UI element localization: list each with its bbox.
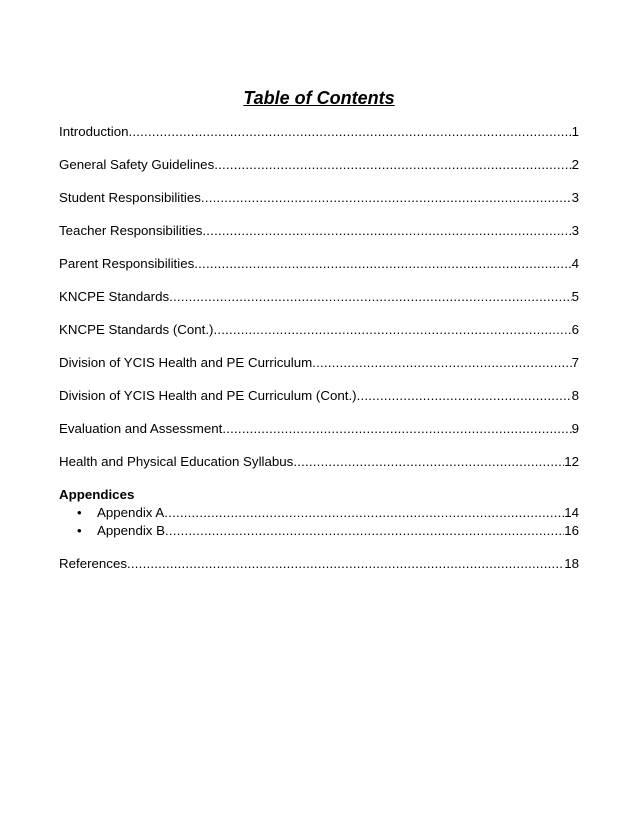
dot-leader <box>202 222 571 240</box>
toc-entry-page: 5 <box>571 289 579 304</box>
toc-entry-label: Evaluation and Assessment <box>59 421 223 436</box>
appendices-heading: Appendices <box>59 487 135 502</box>
toc-entry-page: 8 <box>571 388 579 403</box>
dot-leader <box>213 321 571 339</box>
bullet-icon: • <box>77 523 82 538</box>
toc-entry-appendix-a <box>59 504 579 522</box>
toc-entry-page: 16 <box>564 523 579 538</box>
toc-entry-label: Appendix B <box>97 523 166 538</box>
toc-entry-division-curriculum-cont <box>59 387 579 405</box>
toc-entry-label: Student Responsibilities <box>59 190 201 205</box>
dot-leader <box>293 453 564 471</box>
toc-entry-label: Division of YCIS Health and PE Curriculum <box>59 355 313 370</box>
toc-entry-page: 18 <box>564 556 579 571</box>
toc-entry-references <box>59 555 579 573</box>
dot-leader <box>201 189 572 207</box>
toc-entry-page: 6 <box>571 322 579 337</box>
dot-leader <box>164 504 564 522</box>
toc-entry-label: Appendix A <box>97 505 165 520</box>
toc-entry-kncpe-standards-cont <box>59 321 579 339</box>
toc-entry-page: 7 <box>571 355 579 370</box>
toc-entry-label: Parent Responsibilities <box>59 256 195 271</box>
toc-entry-teacher-responsibilities <box>59 222 579 240</box>
toc-entry-page: 4 <box>571 256 579 271</box>
toc-entry-label: KNCPE Standards <box>59 289 170 304</box>
dot-leader <box>127 555 564 573</box>
toc-entry-evaluation-assessment <box>59 420 579 438</box>
toc-entry-label: References <box>59 556 127 571</box>
toc-entry-page: 14 <box>564 505 579 520</box>
toc-entry-page: 2 <box>571 157 579 172</box>
toc-entry-general-safety <box>59 156 579 174</box>
toc-entry-page: 12 <box>564 454 579 469</box>
toc-entry-page: 9 <box>571 421 579 436</box>
toc-entry-label: KNCPE Standards (Cont.) <box>59 322 214 337</box>
toc-entry-appendix-b <box>59 522 579 540</box>
toc-entry-syllabus <box>59 453 579 471</box>
dot-leader <box>194 255 571 273</box>
toc-entry-page: 3 <box>571 223 579 238</box>
toc-entry-page: 3 <box>571 190 579 205</box>
dot-leader <box>222 420 571 438</box>
dot-leader <box>165 522 564 540</box>
toc-entry-kncpe-standards <box>59 288 579 306</box>
dot-leader <box>357 387 572 405</box>
dot-leader <box>312 354 571 372</box>
toc-entry-label: Introduction <box>59 124 129 139</box>
toc-entry-label: Teacher Responsibilities <box>59 223 203 238</box>
dot-leader <box>169 288 571 306</box>
dot-leader <box>128 123 571 141</box>
toc-entry-introduction <box>59 123 579 141</box>
bullet-icon: • <box>77 505 82 520</box>
toc-entry-label: Health and Physical Education Syllabus <box>59 454 294 469</box>
toc-entry-parent-responsibilities <box>59 255 579 273</box>
toc-entry-student-responsibilities <box>59 189 579 207</box>
toc-entry-label: Division of YCIS Health and PE Curriculum (Cont.) <box>59 388 357 403</box>
toc-entry-division-curriculum <box>59 354 579 372</box>
dot-leader <box>214 156 571 174</box>
toc-list <box>59 123 579 573</box>
toc-entry-label: General Safety Guidelines <box>59 157 215 172</box>
toc-entry-page: 1 <box>571 124 579 139</box>
toc-title: Table of Contents <box>243 88 395 108</box>
